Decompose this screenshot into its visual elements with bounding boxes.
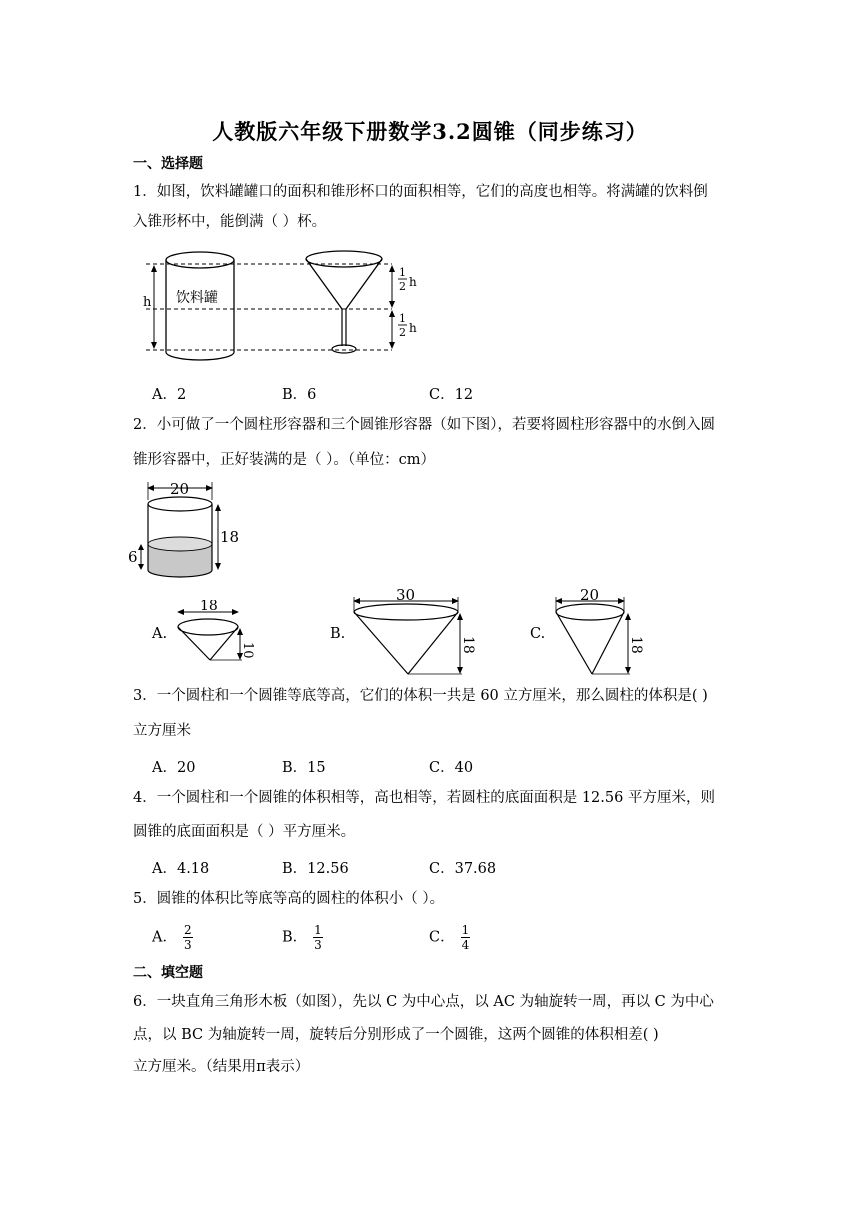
section-heading-choice: 一、选择题 bbox=[133, 156, 203, 172]
q3-option-a[interactable]: A．20 bbox=[152, 760, 196, 776]
q2-option-c[interactable]: C. bbox=[530, 626, 546, 642]
q5-option-a-fraction: $\frac{2}{3}$ bbox=[183, 923, 192, 952]
q2-cone-c-figure bbox=[548, 588, 648, 678]
q1-option-a[interactable]: A．2 bbox=[152, 387, 187, 403]
q3-text-line2: 立方厘米 bbox=[133, 723, 191, 739]
q1-can-label: 饮料罐 bbox=[176, 290, 218, 306]
q2-text-line2: 锥形容器中，正好装满的是（ ）。（单位：cm） bbox=[133, 452, 435, 468]
q5-option-c-fraction: $\frac{1}{4}$ bbox=[461, 923, 470, 952]
q1-half-h-1: h bbox=[409, 275, 417, 289]
q2-cone-c-h: 18 bbox=[628, 636, 644, 654]
q4-option-c[interactable]: C．37.68 bbox=[429, 861, 497, 877]
q1-half-den-2: 2 bbox=[399, 326, 406, 339]
q6-text-line3: 立方厘米。（结果用π表示） bbox=[133, 1059, 310, 1075]
q2-text-line1: 2．小可做了一个圆柱形容器和三个圆锥形容器（如下图），若要将圆柱形容器中的水倒入圆 bbox=[133, 417, 715, 433]
q1-half-num-1: 1 bbox=[399, 266, 406, 279]
section-heading-fill: 二、填空题 bbox=[133, 965, 203, 981]
q5-option-b-label: B． bbox=[282, 929, 308, 946]
q6-text-line1: 6．一块直角三角形木板（如图），先以 C 为中心点，以 AC 为轴旋转一周，再以 C 为中心 bbox=[133, 994, 714, 1010]
q6-text-line2: 点，以 BC 为轴旋转一周，旋转后分别形成了一个圆锥，这两个圆锥的体积相差( ) bbox=[133, 1027, 659, 1043]
q5-option-b[interactable] bbox=[282, 923, 323, 952]
q2-option-a[interactable]: A. bbox=[152, 626, 168, 642]
q5-text-line1: 5．圆锥的体积比等底等高的圆柱的体积小（ ）。 bbox=[133, 891, 445, 907]
q5-option-c-label: C． bbox=[429, 929, 455, 946]
q1-figure bbox=[140, 246, 430, 362]
q2-cyl-height: 18 bbox=[220, 528, 240, 546]
q2-option-b[interactable]: B. bbox=[330, 626, 346, 642]
q1-option-c[interactable]: C．12 bbox=[429, 387, 474, 403]
q2-cone-a-d: 18 bbox=[200, 600, 218, 614]
q5-option-a[interactable] bbox=[152, 923, 193, 952]
q5-option-b-fraction: $\frac{1}{3}$ bbox=[314, 923, 322, 952]
q1-option-b[interactable]: B．6 bbox=[282, 387, 317, 403]
q1-half-den-1: 2 bbox=[399, 280, 406, 293]
q3-option-b[interactable]: B．15 bbox=[282, 760, 326, 776]
q5-option-c[interactable] bbox=[429, 923, 470, 952]
q2-cone-b-d: 30 bbox=[396, 588, 416, 604]
q2-cone-b-h: 18 bbox=[460, 636, 476, 654]
q2-cyl-diameter: 20 bbox=[170, 480, 190, 498]
q1-h-label: h bbox=[143, 295, 152, 310]
q4-text-line2: 圆锥的底面面积是（ ）平方厘米。 bbox=[133, 824, 356, 840]
q2-cone-a-h: 10 bbox=[240, 642, 255, 659]
q2-cone-c-d: 20 bbox=[580, 588, 600, 604]
page-title: 人教版六年级下册数学3.2圆锥（同步练习） bbox=[212, 119, 648, 144]
q3-option-c[interactable]: C．40 bbox=[429, 760, 474, 776]
q5-option-a-label: A． bbox=[152, 929, 177, 946]
q2-cylinder-figure bbox=[128, 478, 248, 584]
q4-text-line1: 4．一个圆柱和一个圆锥的体积相等，高也相等，若圆柱的底面面积是 12.56 平方厘米，则 bbox=[133, 790, 715, 806]
q1-text-line2: 入锥形杯中，能倒满（ ）杯。 bbox=[133, 214, 327, 230]
q1-half-num-2: 1 bbox=[399, 312, 406, 325]
q2-cone-a-figure bbox=[172, 600, 262, 666]
q4-option-a[interactable]: A．4.18 bbox=[152, 861, 210, 877]
q2-cone-b-figure bbox=[348, 588, 478, 678]
q3-text-line1: 3．一个圆柱和一个圆锥等底等高，它们的体积一共是 60 立方厘米，那么圆柱的体积是( ) bbox=[133, 688, 708, 704]
q2-cyl-water: 6 bbox=[128, 548, 138, 566]
q4-option-b[interactable]: B．12.56 bbox=[282, 861, 349, 877]
q1-half-h-2: h bbox=[409, 321, 417, 335]
q1-text-line1: 1．如图，饮料罐罐口的面积和锥形杯口的面积相等，它们的高度也相等。将满罐的饮料倒 bbox=[133, 184, 708, 200]
